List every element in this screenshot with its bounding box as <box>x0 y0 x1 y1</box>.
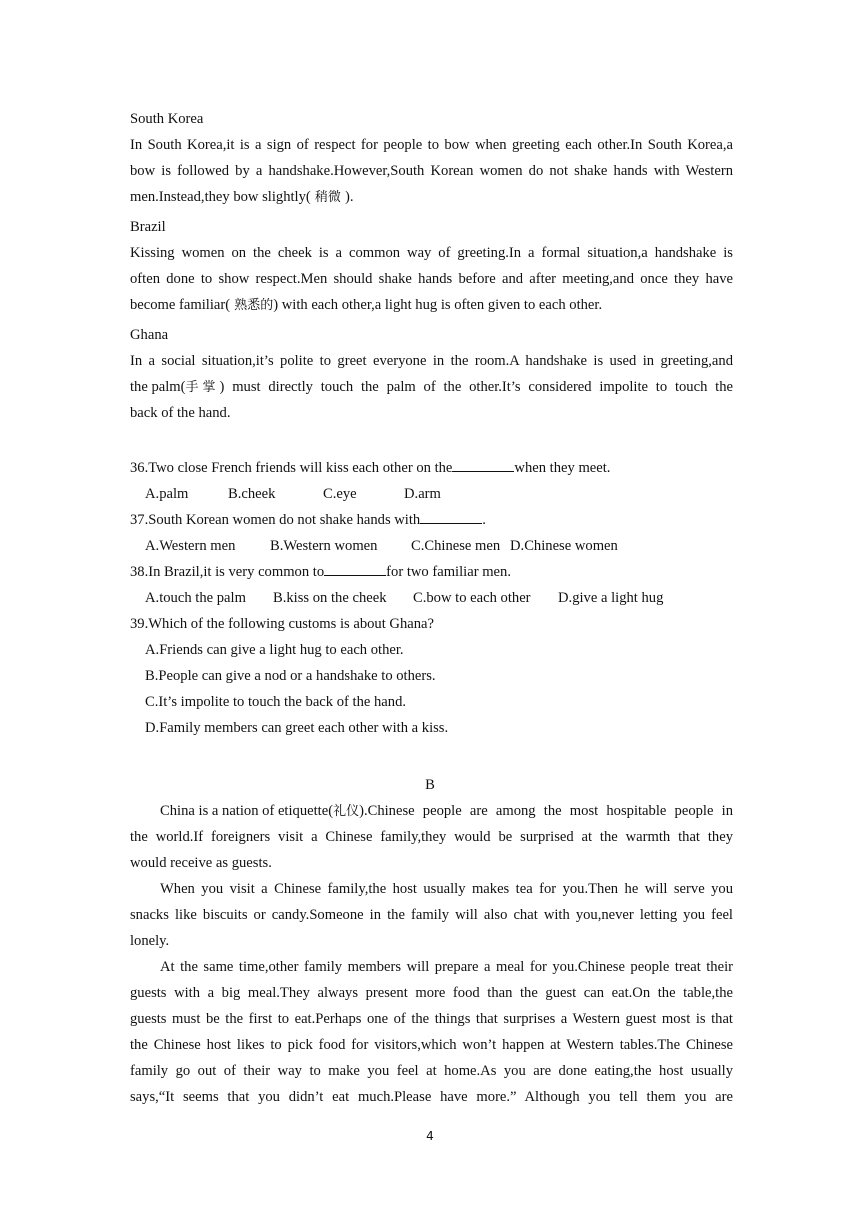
question-37: 37.South Korean women do not shake hands with . <box>130 507 733 533</box>
part-b-label: B <box>425 777 435 793</box>
text-line: become familiar( 熟悉的) with each other,a light hug is often given to each other. <box>130 297 603 313</box>
answer-blank <box>420 507 482 524</box>
options-37 <box>130 533 733 559</box>
page-number: 4 <box>426 1129 434 1143</box>
section-brazil <box>130 214 733 318</box>
text-line: In South Korea,it is a sign of respect for people to bow when greeting each other.In South Korea,a <box>130 137 733 153</box>
question-36: 36.Two close French friends will kiss each other on the when they meet. <box>130 455 733 481</box>
text-line: the world.If foreigners visit a Chinese family,they would be surprised at the warmth that they <box>130 829 733 845</box>
gloss-text: 熟悉的 <box>230 298 274 313</box>
question-39: 39.Which of the following customs is about Ghana? <box>130 616 434 632</box>
answer-blank <box>324 559 386 576</box>
section-heading: South Korea <box>130 111 204 127</box>
part-b-passage <box>130 798 733 1110</box>
answer-blank <box>452 455 514 472</box>
option: C.eye <box>323 486 357 502</box>
gloss-text: 礼仪 <box>333 804 360 819</box>
option: D.Family members can greet each other with a kiss. <box>145 720 449 736</box>
option: B.kiss on the cheek <box>273 590 387 606</box>
text-line: family go out of their way to make you feel at home.As you are done eating,the host usually <box>130 1063 733 1079</box>
option: C.It’s impolite to touch the back of the hand. <box>145 694 407 710</box>
options-36 <box>130 481 733 507</box>
option: D.Chinese women <box>510 538 618 554</box>
option: B.Western women <box>270 538 378 554</box>
text-line: When you visit a Chinese family,the host usually makes tea for you.Then he will serve you <box>160 881 733 897</box>
option: A.palm <box>145 486 189 502</box>
section-ghana <box>130 322 733 426</box>
option: A.Friends can give a light hug to each other. <box>145 642 404 658</box>
text-line: guests with a big meal.They always present more food than the guest can eat.On the table,the <box>130 985 733 1001</box>
options-38 <box>130 585 733 611</box>
question-38: 38.In Brazil,it is very common to for two familiar men. <box>130 559 733 585</box>
option: D.give a light hug <box>558 590 664 606</box>
section-south-korea <box>130 106 733 210</box>
text-line: guests must be the first to eat.Perhaps one of the things that surprises a Western guest most is that <box>130 1011 733 1027</box>
text-line: lonely. <box>130 933 170 949</box>
option: C.bow to each other <box>413 590 531 606</box>
text-line: Kissing women on the cheek is a common way of greeting.In a formal situation,a handshake is <box>130 245 733 261</box>
section-heading: Brazil <box>130 219 166 235</box>
gloss-text: 稍微 <box>310 190 346 205</box>
text-line: snacks like biscuits or candy.Someone in the family will also chat with you,never letting you feel <box>130 907 733 923</box>
text-line: the Chinese host likes to pick food for visitors,which won’t happen at Western tables.The Chinese <box>130 1037 733 1053</box>
text-line: In a social situation,it’s polite to greet everyone in the room.A handshake is used in greeting,and <box>130 353 733 369</box>
questions-section <box>130 455 733 741</box>
text-line: bow is followed by a handshake.However,South Korean women do not shake hands with Western <box>130 163 733 179</box>
section-heading: Ghana <box>130 327 169 343</box>
option: B.People can give a nod or a handshake to others. <box>145 668 436 684</box>
option: A.Western men <box>145 538 236 554</box>
text-line: would receive as guests. <box>130 855 272 871</box>
option: B.cheek <box>228 486 276 502</box>
option: D.arm <box>404 486 441 502</box>
text-line: says,“It seems that you didn’t eat much.Please have more.” Although you tell them you are <box>130 1089 733 1105</box>
option: C.Chinese men <box>411 538 501 554</box>
gloss-text: 手掌 <box>185 380 220 395</box>
text-line: often done to show respect.Men should shake hands before and after meeting,and once they have <box>130 271 733 287</box>
text-line: China is a nation of etiquette(礼仪 ).Chinese people are among the most hospitable people in <box>160 803 733 819</box>
text-line: the palm(手掌 ) must directly touch the palm of the other.It’s considered impolite to touch the <box>130 379 733 395</box>
text-line: back of the hand. <box>130 405 231 421</box>
option: A.touch the palm <box>145 590 246 606</box>
text-line: At the same time,other family members will prepare a meal for you.Chinese people treat their <box>160 959 733 975</box>
text-line: men.Instead,they bow slightly( 稍微 ). <box>130 189 354 205</box>
